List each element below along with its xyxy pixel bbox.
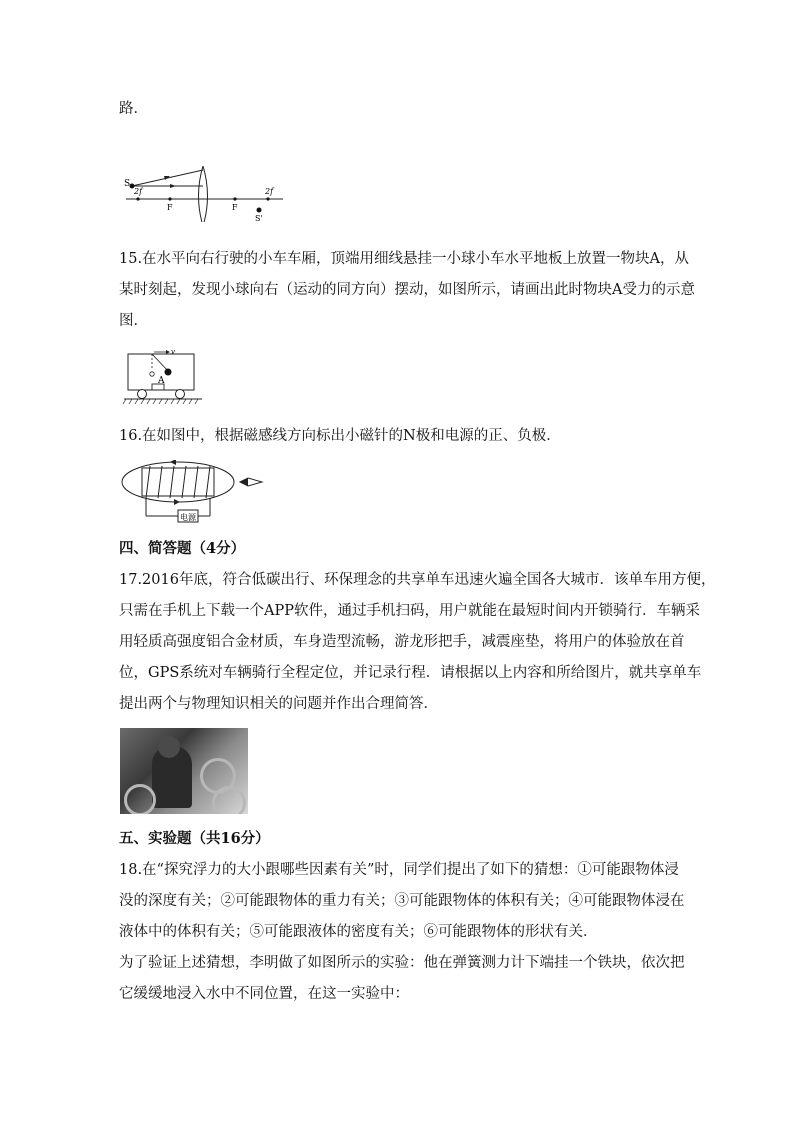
point-s-prime — [257, 208, 262, 213]
lens-right-arc — [199, 166, 204, 222]
text-line: 液体中的体积有关；⑤可能跟液体的密度有关；⑥可能跟物体的形状有关． — [119, 924, 598, 940]
section-heading: 五、实验题（共16分） — [119, 830, 270, 847]
photo-wheel — [124, 784, 156, 814]
text-line: 用轻质高强度铝合金材质，车身造型流畅，游龙形把手，减震座垫，将用户的体验放在首 — [119, 634, 685, 650]
wheel-right — [176, 390, 185, 399]
ray-parallel-arrow — [170, 184, 176, 188]
cart-diagram — [122, 346, 204, 408]
ball-reference — [150, 372, 154, 376]
lens-ray-diagram — [118, 160, 288, 222]
label-2f-left: 2f — [134, 187, 143, 196]
label-s: S — [124, 179, 131, 189]
wheel-left — [138, 390, 147, 399]
label-a: A — [158, 376, 165, 386]
point-f-left — [168, 197, 171, 200]
photo-head — [158, 736, 180, 758]
text-line: 18.在“探究浮力的大小跟哪些因素有关”时，同学们提出了如下的猜想：①可能跟物体浸 — [119, 862, 679, 878]
label-v: v — [171, 348, 175, 356]
solenoid-diagram — [120, 460, 270, 526]
photo-wheel — [212, 786, 246, 814]
label-s-prime: S' — [255, 214, 263, 222]
string — [152, 354, 168, 371]
velocity-arrowhead — [166, 350, 170, 354]
text-line: 17.2016年底，符合低碳出行、环保理念的共享单车迅速火遍全国各大城市．该单车用方便， — [119, 572, 716, 588]
compass-needle-dark — [240, 478, 248, 486]
label-f-right: F — [232, 203, 238, 212]
label-power: 电源 — [180, 513, 196, 522]
coil-core — [142, 468, 214, 496]
text-line: 它缓缓地浸入水中不同位置，在这一实验中： — [119, 986, 409, 1002]
label-2f-right: 2f — [265, 187, 274, 196]
point-f-right — [233, 197, 236, 200]
lens-left-arc — [203, 166, 208, 222]
bike-photo — [120, 728, 248, 814]
point-2f-left — [136, 197, 139, 200]
text-line: 没的深度有关；②可能跟物体的重力有关；③可能跟物体的体积有关；④可能跟物体浸在 — [119, 893, 685, 909]
text-line: 图． — [119, 313, 148, 329]
field-line-arrow-bottom — [174, 499, 180, 505]
text-line: 位，GPS系统对车辆骑行全程定位，并记录行程．请根据以上内容和所给图片，就共享单车 — [119, 665, 702, 681]
point-2f-right — [266, 197, 269, 200]
ground-hatching — [123, 399, 198, 404]
text-line: 某时刻起，发现小球向右（运动的同方向）摆动，如图所示，请画出此时物块A受力的示意 — [119, 282, 695, 298]
ball — [165, 369, 172, 376]
text-line: 只需在手机上下载一个APP软件，通过手机扫码，用户就能在最短时间内开锁骑行．车辆采 — [119, 603, 700, 619]
section-heading: 四、简答题（4分） — [119, 540, 246, 557]
text-line: 路． — [119, 101, 148, 117]
text-line: 为了验证上述猜想，李明做了如图所示的实验：他在弹簧测力计下端挂一个铁块，依次把 — [119, 955, 685, 971]
text-line: 16.在如图中，根据磁感线方向标出小磁针的N极和电源的正、负极． — [119, 428, 561, 444]
text-line: 提出两个与物理知识相关的问题并作出合理简答． — [119, 696, 438, 712]
text-line: 15.在水平向右行驶的小车车厢，顶端用细线悬挂一小球小车水平地板上放置一物块A，从 — [119, 251, 690, 267]
label-f-left: F — [167, 203, 173, 212]
